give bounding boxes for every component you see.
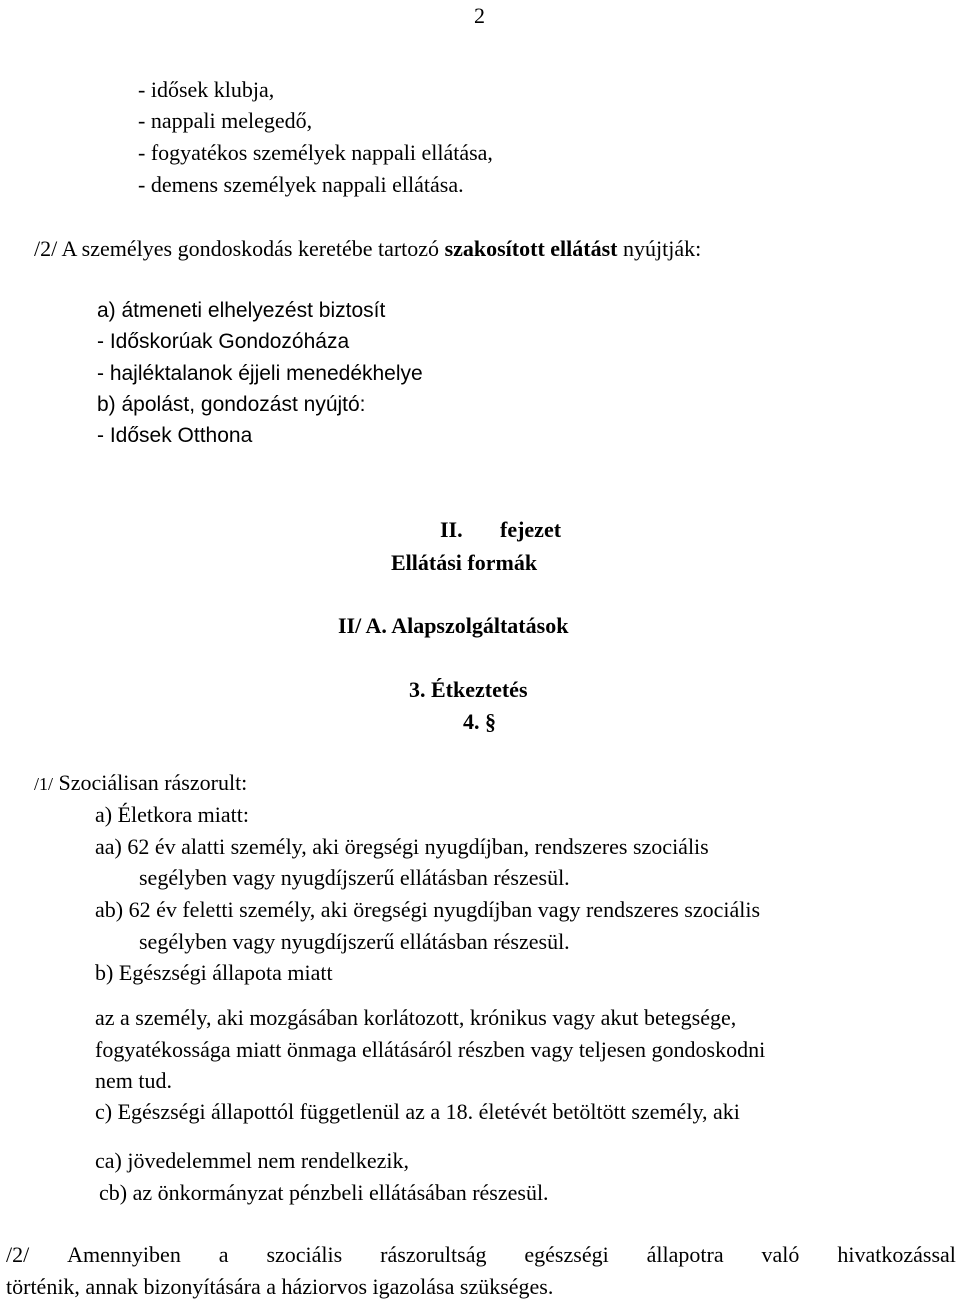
paragraph-2-intro [34, 236, 701, 262]
section-1-heading [34, 770, 247, 797]
section-1-b-text: az a személy, aki mozgásában korlátozott, krónikus vagy akut betegsége, [95, 1005, 737, 1030]
section-2-word: szociális [266, 1242, 343, 1267]
section-2-word: egészségi [524, 1242, 609, 1267]
chapter-word: fejezet [500, 517, 562, 542]
item-title: 3. Étkeztetés [409, 677, 528, 702]
list-item: - fogyatékos személyek nappali ellátása, [138, 140, 493, 165]
paragraph-2-prefix: /2/ A személyes gondoskodás keretébe tartozó [34, 236, 445, 261]
section-2-word: állapotra [646, 1242, 724, 1267]
section-2-line2: történik, annak bizonyítására a háziorvos igazolása szükséges. [6, 1274, 554, 1299]
list-item: - nappali melegedő, [138, 108, 313, 133]
care-list-item: - Idősek Otthona [97, 424, 253, 447]
section-2-line1 [6, 1242, 956, 1268]
section-1-a: a) Életkora miatt: [95, 802, 249, 827]
paragraph-2-bold: szakosított ellátást [444, 236, 618, 261]
section-1-aa-line2: segélyben vagy nyugdíjszerű ellátásban részesül. [139, 865, 570, 890]
care-list-item: a) átmeneti elhelyezést biztosít [97, 299, 386, 322]
chapter-title: Ellátási formák [391, 550, 538, 575]
paragraph-2-suffix: nyújtják: [617, 236, 702, 261]
care-list-item: - hajléktalanok éjjeli menedékhelye [97, 362, 423, 385]
section-2-word: hivatkozással [837, 1242, 956, 1267]
list-item: - demens személyek nappali ellátása. [138, 172, 464, 197]
section-1-b-text: fogyatékossága miatt önmaga ellátásáról részben vagy teljesen gondoskodni [95, 1037, 766, 1062]
section-1-c: c) Egészségi állapottól függetlenül az a 18. életévét betöltött személy, aki [95, 1099, 740, 1124]
care-list-item: - Időskorúak Gondozóháza [97, 330, 350, 353]
section-1-ca: ca) jövedelemmel nem rendelkezik, [95, 1148, 409, 1173]
section-1-ab-line1: ab) 62 év feletti személy, aki öregségi nyugdíjban vagy rendszeres szociális [95, 897, 761, 922]
page-number: 2 [474, 3, 485, 28]
section-1-b: b) Egészségi állapota miatt [95, 960, 333, 985]
section-1-aa-line1: aa) 62 év alatti személy, aki öregségi nyugdíjban, rendszeres szociális [95, 834, 709, 859]
section-1-ab-line2: segélyben vagy nyugdíjszerű ellátásban részesül. [139, 929, 570, 954]
section-2-word: Amennyiben [67, 1242, 181, 1267]
section-2-word: /2/ [6, 1242, 30, 1267]
paragraph-marker: 4. § [463, 709, 496, 734]
subsection-title: II/ A. Alapszolgáltatások [338, 613, 569, 638]
chapter-number: II. [440, 517, 463, 542]
section-2-word: a [218, 1242, 229, 1267]
section-1-b-text: nem tud. [95, 1068, 172, 1093]
section-1-cb: cb) az önkormányzat pénzbeli ellátásában részesül. [99, 1180, 549, 1205]
section-2-word: való [761, 1242, 800, 1267]
care-list-item: b) ápolást, gondozást nyújtó: [97, 393, 366, 416]
list-item: - idősek klubja, [138, 77, 275, 102]
section-1-number: /1/ [34, 774, 54, 794]
section-2-word: rászorultság [380, 1242, 487, 1267]
section-1-heading-text: Szociálisan rászorult: [53, 770, 248, 795]
